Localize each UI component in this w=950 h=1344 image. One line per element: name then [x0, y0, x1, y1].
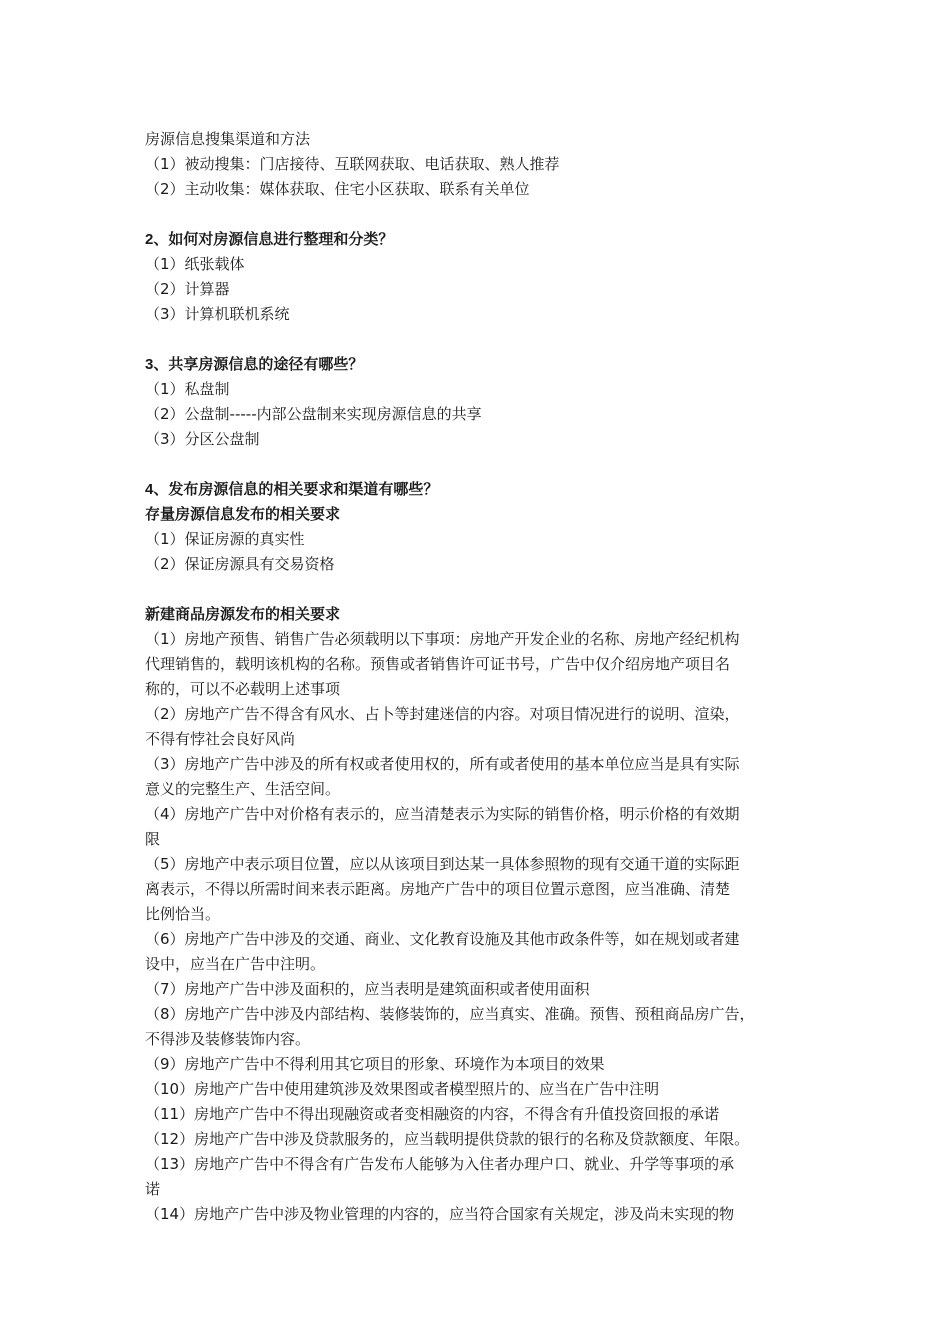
- section-heading: 4、发布房源信息的相关要求和渠道有哪些？: [145, 481, 439, 498]
- text-line: （1）保证房源的真实性: [145, 530, 305, 548]
- text-line: （3）计算机联机系统: [145, 305, 290, 323]
- text-line: 诺: [145, 1180, 161, 1198]
- paragraph-spacer: [145, 577, 817, 602]
- text-line: （2）房地产广告不得含有风水、占卜等封建迷信的内容。对项目情况进行的说明、渲染，: [145, 705, 740, 723]
- text-line: （9）房地产广告中不得利用其它项目的形象、环境作为本项目的效果: [145, 1055, 605, 1073]
- text-line: （1）被动搜集：门店接待、互联网获取、电话获取、熟人推荐: [145, 155, 560, 173]
- text-line: 不得有悖社会良好风尚: [145, 730, 296, 748]
- text-line: （11）房地产广告中不得出现融资或者变相融资的内容，不得含有升值投资回报的承诺: [145, 1105, 720, 1123]
- text-line: （3）分区公盘制: [145, 430, 260, 448]
- text-line: 离表示，不得以所需时间来表示距离。房地产广告中的项目位置示意图，应当准确、清楚: [145, 880, 731, 898]
- text-line: （14）房地产广告中涉及物业管理的内容的，应当符合国家有关规定，涉及尚未实现的物: [145, 1205, 735, 1223]
- text-line: 称的，可以不必载明上述事项: [145, 680, 341, 698]
- text-line: 限: [145, 830, 161, 848]
- text-line: （2）公盘制-----内部公盘制来实现房源信息的共享: [145, 405, 482, 423]
- text-line: 设中，应当在广告中注明。: [145, 955, 326, 973]
- text-line: （1）纸张载体: [145, 255, 245, 273]
- text-line: 比例恰当。: [145, 905, 221, 923]
- text-line: （2）计算器: [145, 280, 230, 298]
- text-line: （1）房地产预售、销售广告必须载明以下事项：房地产开发企业的名称、房地产经纪机构: [145, 630, 740, 648]
- section-heading: 新建商品房源发布的相关要求: [145, 606, 341, 623]
- text-line: 代理销售的，载明该机构的名称。预售或者销售许可证书号，广告中仅介绍房地产项目名: [145, 655, 731, 673]
- text-line: （1）私盘制: [145, 380, 230, 398]
- section-heading: 存量房源信息发布的相关要求: [145, 506, 341, 523]
- text-line: （13）房地产广告中不得含有广告发布人能够为入住者办理户口、就业、升学等事项的承: [145, 1155, 735, 1173]
- text-line: （12）房地产广告中涉及贷款服务的，应当载明提供贷款的银行的名称及贷款额度、年限。: [145, 1130, 750, 1148]
- text-line: （2）主动收集：媒体获取、住宅小区获取、联系有关单位: [145, 180, 530, 198]
- section-heading: 3、共享房源信息的途径有哪些？: [145, 356, 364, 373]
- section-heading: 2、如何对房源信息进行整理和分类？: [145, 231, 394, 248]
- text-line: 不得涉及装修装饰内容。: [145, 1030, 311, 1048]
- text-line: 意义的完整生产、生活空间。: [145, 780, 341, 798]
- document-body: [145, 127, 817, 1227]
- text-line: 房源信息搜集渠道和方法: [145, 130, 311, 148]
- text-line: （2）保证房源具有交易资格: [145, 555, 335, 573]
- text-line: （3）房地产广告中涉及的所有权或者使用权的，所有或者使用的基本单位应当是具有实际: [145, 755, 740, 773]
- text-line: （6）房地产广告中涉及的交通、商业、文化教育设施及其他市政条件等，如在规划或者建: [145, 930, 740, 948]
- text-line: （5）房地产中表示项目位置，应以从该项目到达某一具体参照物的现有交通干道的实际距: [145, 855, 740, 873]
- paragraph-spacer: [145, 202, 817, 227]
- text-line: （8）房地产广告中涉及内部结构、装修装饰的，应当真实、准确。预售、预租商品房广告，: [145, 1005, 755, 1023]
- text-line: （7）房地产广告中涉及面积的，应当表明是建筑面积或者使用面积: [145, 980, 590, 998]
- text-line: （10）房地产广告中使用建筑涉及效果图或者模型照片的、应当在广告中注明: [145, 1080, 660, 1098]
- text-line: （4）房地产广告中对价格有表示的，应当清楚表示为实际的销售价格，明示价格的有效期: [145, 805, 740, 823]
- paragraph-spacer: [145, 452, 817, 477]
- paragraph-spacer: [145, 327, 817, 352]
